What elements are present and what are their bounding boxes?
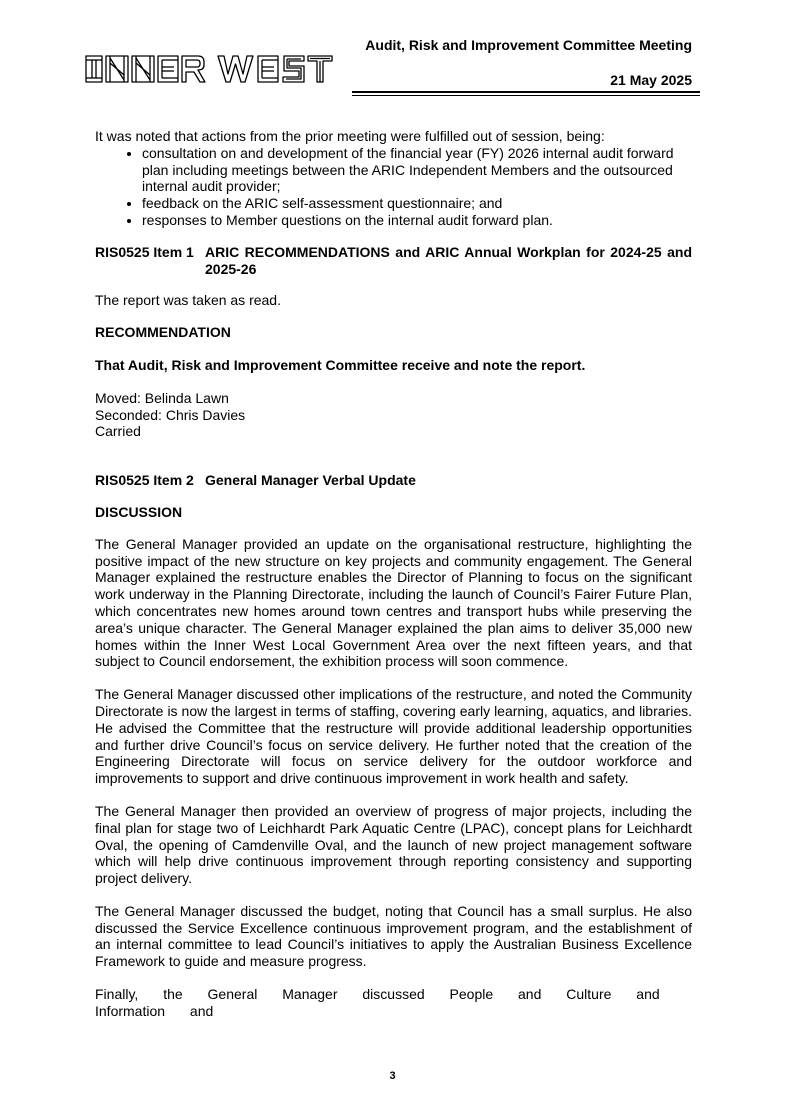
item-1-number: RIS0525 Item 1 — [95, 243, 194, 260]
carried-status: Carried — [95, 423, 141, 440]
list-item: • consultation on and development of the financial year (FY) 2026 internal audit forward plan including meetings between the ARIC Independent Members and the outsourced internal audit provider; — [142, 145, 692, 195]
moved-by: Moved: Belinda Lawn — [95, 389, 229, 406]
item-2-title: General Manager Verbal Update — [205, 472, 416, 489]
discussion-paragraph: The General Manager discussed other implications of the restructure, and noted the Community Directorate is now the largest in terms of staffing, covering early learning, aquatics, and libraries. He advised the Committee that the restructure will provide additional leadership opportunities and further drive Council’s focus on service delivery. He further noted that the creation of the Engineering Directorate will focus on service delivery for the outdoor workforce and improvements to support and drive continuous improvement in work health and safety. — [95, 686, 692, 787]
discussion-paragraph: The General Manager discussed the budget, noting that Council has a small surplus. He also discussed the Service Excellence continuous improvement program, and the establishment of an internal committee to lead Council’s initiatives to apply the Australian Business Excellence Framework to guide and measure progress. — [95, 902, 692, 970]
item-2-number: RIS0525 Item 2 — [95, 472, 194, 489]
item-1-heading — [95, 244, 692, 278]
inner-west-logo — [84, 48, 334, 88]
list-item: • feedback on the ARIC self-assessment questionnaire; and — [142, 195, 692, 212]
discussion-heading: DISCUSSION — [95, 503, 183, 520]
meeting-title: Audit, Risk and Improvement Committee Meeting — [365, 37, 692, 53]
intro-text: It was noted that actions from the prior meeting were fulfilled out of session, being: — [95, 128, 605, 144]
document-body — [95, 128, 692, 1020]
discussion-paragraph: The General Manager provided an update on the organisational restructure, highlighting the positive impact of the new structure on key projects and community engagement. The General Manager explained the restructure enables the Director of Planning to focus on the significant work underway in the Planning Directorate, including the launch of Council’s Fairer Future Plan, which concentrates new homes around town centres and transport hubs while preserving the area’s unique character. The General Manager explained the plan aims to deliver 35,000 new homes within the Inner West Local Government Area over the next fifteen years, and that subject to Council endorsement, the exhibition process will soon commence. — [95, 535, 692, 670]
taken-as-read-text: The report was taken as read. — [95, 292, 281, 309]
recommendation-text: That Audit, Risk and Improvement Committee receive and note the report. — [95, 356, 586, 373]
meeting-date: 21 May 2025 — [610, 72, 692, 88]
item-2-heading — [95, 472, 692, 489]
recommendation-heading: RECOMMENDATION — [95, 324, 231, 341]
page-number: 3 — [389, 1070, 396, 1082]
discussion-paragraph: Finally, the General Manager discussed People and Culture and Information and — [95, 986, 660, 1019]
header-rule-thin — [352, 95, 700, 96]
list-item: • responses to Member questions on the internal audit forward plan. — [142, 212, 692, 229]
item-1-title: ARIC RECOMMENDATIONS and ARIC Annual Workplan for 2024-25 and 2025-26 — [205, 243, 692, 277]
discussion-paragraph: The General Manager then provided an overview of progress of major projects, including the final plan for stage two of Leichhardt Park Aquatic Centre (LPAC), concept plans for Leichhardt Oval, the opening of Camdenville Oval, and the launch of new project management software which will help drive continuous improvement through reporting consistency and supporting project delivery. — [95, 802, 692, 887]
motion-block — [95, 390, 692, 440]
actions-list — [95, 145, 692, 229]
header-rule — [352, 91, 700, 93]
seconded-by: Seconded: Chris Davies — [95, 406, 246, 423]
